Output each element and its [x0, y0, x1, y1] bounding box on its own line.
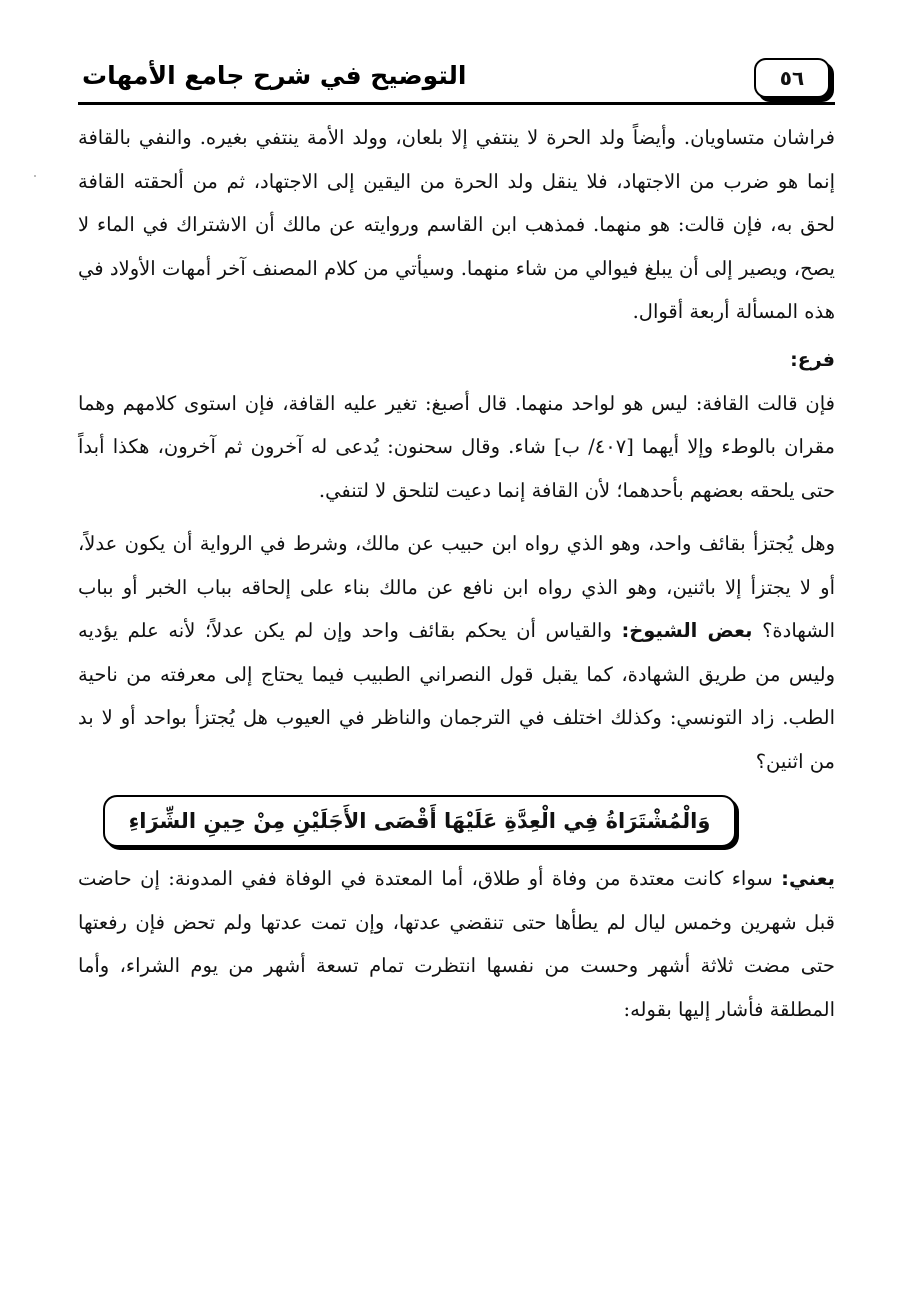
book-title: التوضيح في شرح جامع الأمهات [82, 61, 467, 90]
matn-box-wrapper [78, 795, 835, 847]
running-header [78, 50, 835, 106]
body-text [78, 116, 835, 1031]
paragraph-3-part-2: والقياس أن يحكم بقائف واحد وإن لم يكن عدلاً؛ لأنه علم يؤديه وليس من طريق الشهادة، كما يقبل قول النصراني الطبيب فيما يحتاج إلى معرفته من ناحية الطب. زاد التونسي: وكذلك اختلف في الترجمان والناظر في العيوب هل يُجتزأ بواحد أو لا بد من اثنين؟ [78, 619, 835, 773]
paragraph-2: فإن قالت القافة: ليس هو لواحد منهما. قال أصبغ: تغير عليه القافة، فإن استوى كلامهم وهما مقران بالوطء وإلا أيهما [٤٠٧/ ب] شاء. وقال سحنون: يُدعى له آخرون ثم آخرون، هكذا أبداً حتى يلحقه بعضهم بأحدهما؛ لأن القافة إنما دعيت لتلحق لا لتنفي. [78, 391, 835, 502]
header-rule [78, 102, 835, 105]
some-sheikhs-label: بعض الشيوخ: [621, 619, 753, 642]
page-number: ٥٦ [754, 58, 830, 98]
matn-text-box: وَالْمُشْتَرَاةُ فِي الْعِدَّةِ عَلَيْهَا أَقْصَى الأَجَلَيْنِ مِنْ حِينِ الشِّرَاءِ [103, 795, 737, 847]
document-page [78, 50, 835, 1230]
paragraph-4-text: سواء كانت معتدة من وفاة أو طلاق، أما المعتدة في الوفاة ففي المدونة: إن حاضت قبل شهرين وخمس ليال لم يطأها حتى تنقضي عدتها، وإن تمت عدتها ولم تحض فإن رفعتها حتى مضت ثلاثة أشهر وحست من نفسها انتظرت تمام تسعة أشهر من يوم الشراء، وأما المطلقة فأشار إليها بقوله: [78, 867, 835, 1021]
paragraph-4 [78, 857, 835, 1031]
paragraph-3 [78, 522, 835, 783]
yani-label: يعني: [781, 867, 835, 890]
paragraph-1: فراشان متساويان. وأيضاً ولد الحرة لا ينتفي إلا بلعان، وولد الأمة ينتفي بغيره. والنفي بالقافة إنما هو ضرب من الاجتهاد، فلا ينقل ولد الحرة من اليقين إلى الاجتهاد، ثم من ألحقته القافة لحق به، فإن قالت: هو منهما. فمذهب ابن القاسم وروايته عن مالك أن الاشتراك في الماء لا يصح، ويصير إلى أن يبلغ فيوالي من شاء منهما. وسيأتي من كلام المصنف آخر أمهات الأولاد في هذه المسألة أربعة أقوال. [78, 126, 835, 323]
paragraph-3-part-1: وهل يُجتزأ بقائف واحد، وهو الذي رواه ابن حبيب عن مالك، وشرط في الرواية أن يكون عدلاً، أو لا يجتزأ إلا باثنين، وهو الذي رواه ابن نافع عن مالك بناء على إلحاقه بباب الخبر أو بباب الشهادة؟ [78, 532, 835, 642]
section-heading-far: فرع: [790, 348, 835, 371]
margin-speck [34, 175, 36, 177]
